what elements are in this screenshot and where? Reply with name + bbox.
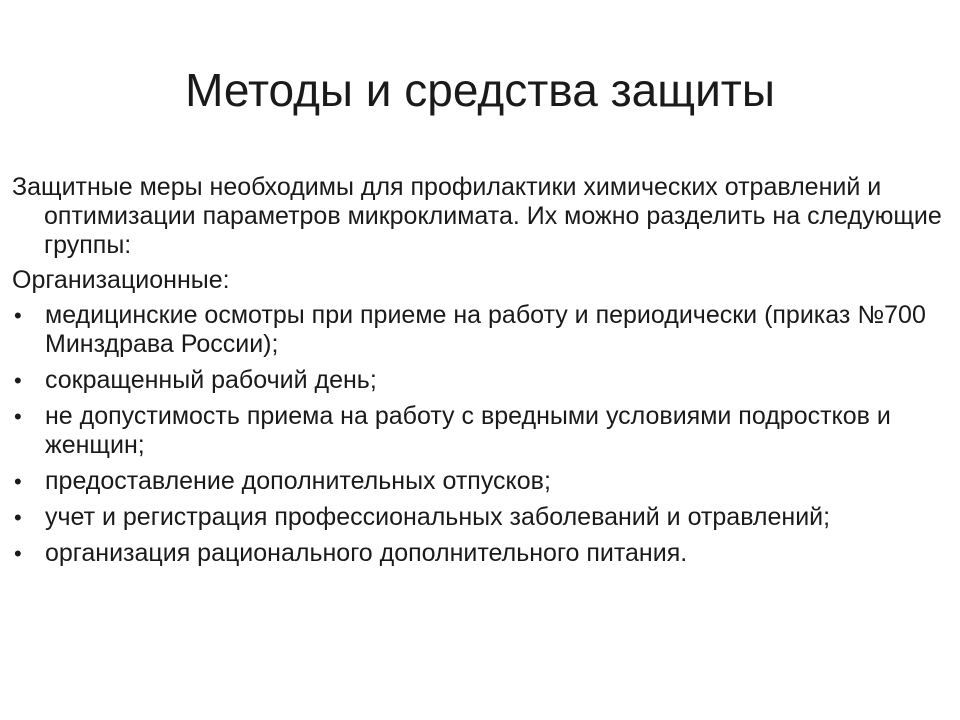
intro-paragraph: Защитные меры необходимы для профилактики химических отравлений и оптимизации параметров микроклимата. Их можно разделить на следующие группы: — [12, 173, 942, 259]
list-item — [12, 503, 942, 532]
slide-title: Методы и средства защиты — [185, 64, 775, 116]
bullet-icon: • — [14, 541, 22, 566]
list-item — [12, 366, 942, 395]
list-item — [12, 467, 942, 496]
bullet-icon: • — [14, 404, 22, 429]
list-item-text: организация рационального дополнительного питания. — [45, 539, 688, 567]
list-item-text: учет и регистрация профессиональных заболеваний и отравлений; — [45, 503, 831, 531]
list-item — [12, 402, 942, 460]
bullet-list — [12, 301, 942, 568]
list-item — [12, 301, 942, 359]
list-item-text: не допустимость приема на работу с вредными условиями подростков и женщин; — [45, 402, 891, 459]
list-item — [12, 539, 942, 568]
bullet-icon: • — [14, 368, 22, 393]
bullet-icon: • — [14, 505, 22, 530]
bullet-icon: • — [14, 469, 22, 494]
bullet-icon: • — [14, 303, 22, 328]
list-item-text: сокращенный рабочий день; — [45, 366, 377, 394]
group-label: Организационные: — [12, 266, 230, 294]
list-item-text: предоставление дополнительных отпусков; — [45, 467, 551, 495]
list-item-text: медицинские осмотры при приеме на работу и периодически (приказ №700 Минздрава России); — [45, 301, 926, 358]
slide-body — [12, 173, 942, 575]
